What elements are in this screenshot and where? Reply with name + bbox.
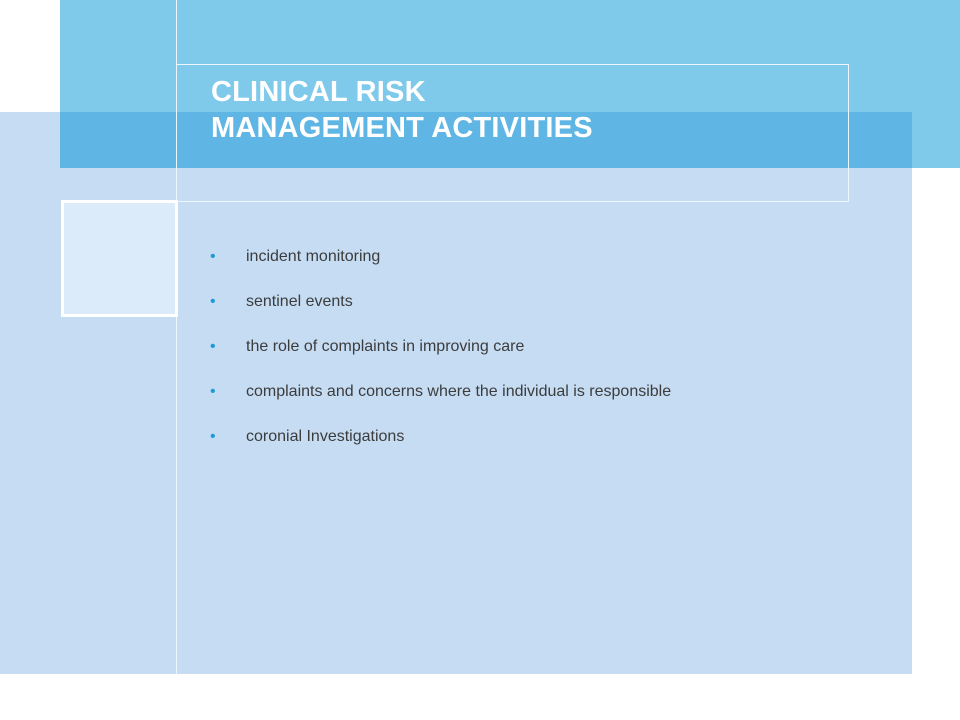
bullet-text: complaints and concerns where the individual is responsible [246, 383, 672, 400]
bullet-text: coronial Investigations [246, 428, 405, 445]
bullet-dot-icon: • [210, 293, 216, 310]
bullet-text: the role of complaints in improving care [246, 338, 525, 355]
slide-title-line-1: CLINICAL RISK [211, 76, 426, 108]
slide-title-line-2: MANAGEMENT ACTIVITIES [211, 112, 593, 144]
bullet-dot-icon: • [210, 428, 216, 445]
bullet-dot-icon: • [210, 383, 216, 400]
bullet-dot-icon: • [210, 248, 216, 265]
decorative-accent-square [61, 200, 178, 317]
bullet-dot-icon: • [210, 338, 216, 355]
bullet-text: incident monitoring [246, 248, 381, 265]
slide-title [211, 74, 593, 146]
bullet-text: sentinel events [246, 293, 353, 310]
